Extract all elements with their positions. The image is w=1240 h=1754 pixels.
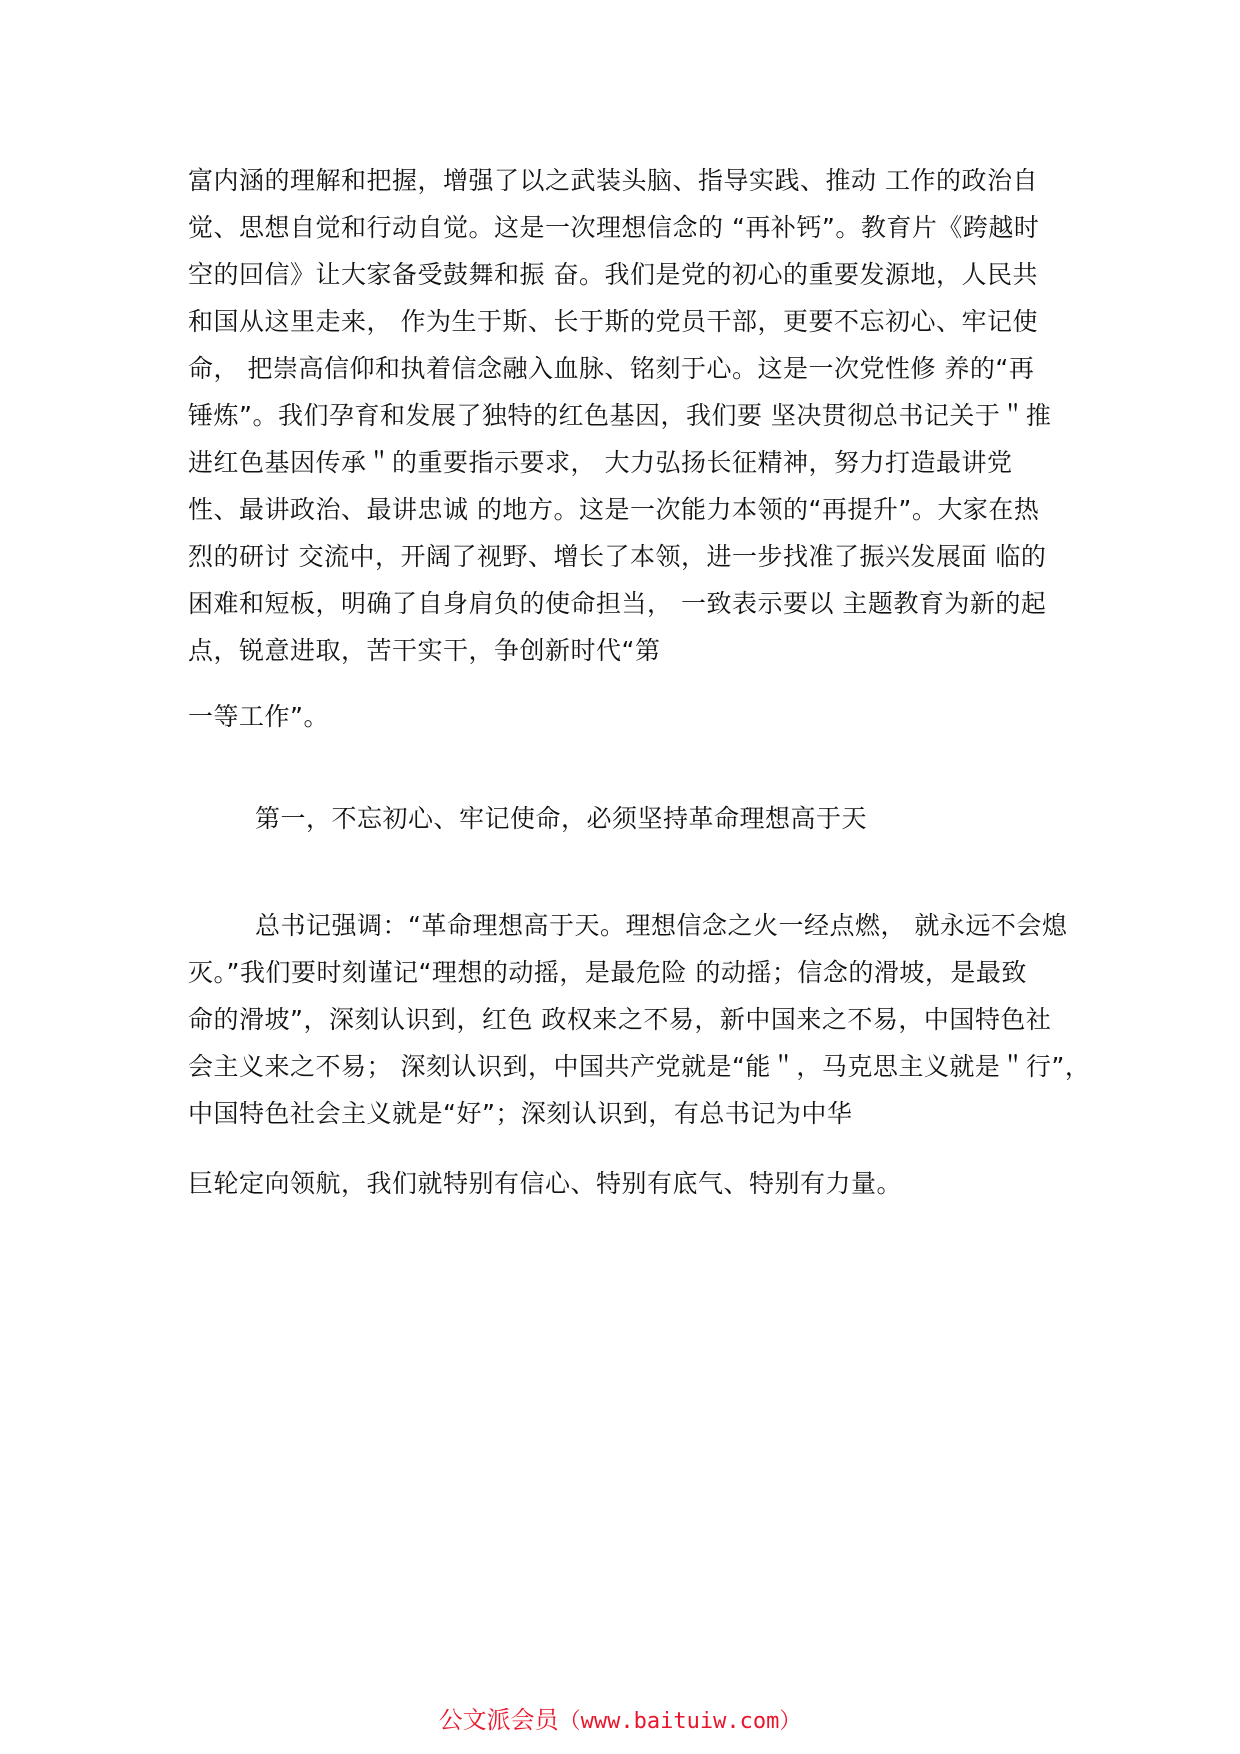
paragraph-line: 困难和短板，明确了自身肩负的使命担当， 一致表示要以 主题教育为新的起 (188, 589, 1047, 618)
paragraph-line: 空的回信》让大家备受鼓舞和振 奋。我们是党的初心的重要发源地，人民共 (188, 260, 1038, 289)
paragraph-1-tail (188, 693, 1068, 740)
paragraph-line: 觉、思想自觉和行动自觉。这是一次理想信念的 “再补钙”。教育片《跨越时 (188, 213, 1040, 242)
footer-url[interactable]: （www.baituiw.com） (558, 1709, 802, 1734)
paragraph-line: 烈的研讨 交流中，开阔了视野、增长了本领，进一步找准了振兴发展面 临的 (188, 542, 1047, 571)
paragraph-2 (188, 902, 1091, 1137)
paragraph-line: 富内涵的理解和把握，增强了以之武装头脑、指导实践、推动 工作的政治自 (188, 166, 1038, 195)
paragraph-line: 点，锐意进取，苦干实干，争创新时代“第 (188, 636, 661, 665)
paragraph-1 (188, 157, 1068, 674)
footer-watermark (0, 1703, 1240, 1739)
heading-text: 第一，不忘初心、牢记使命，必须坚持革命理想高于天 (255, 804, 868, 833)
paragraph-line: 灭。”我们要时刻谨记“理想的动摇，是最危险 的动摇；信念的滑坡，是最致 (188, 958, 1027, 987)
paragraph-line: 进红色基因传承＂的重要指示要求， 大力弘扬长征精神，努力打造最讲党 (188, 448, 1013, 477)
paragraph-2-tail (188, 1160, 1068, 1207)
paragraph-line: 和国从这里走来， 作为生于斯、长于斯的党员干部，更要不忘初心、牢记使 (188, 307, 1038, 336)
paragraph-line: 中国特色社会主义就是“好”；深刻认识到，有总书记为中华 (188, 1099, 853, 1128)
paragraph-line: 总书记强调：“革命理想高于天。理想信念之火一经点燃， 就永远不会熄 (255, 911, 1068, 940)
section-heading (255, 795, 1135, 842)
paragraph-line: 锤炼”。我们孕育和发展了独特的红色基因，我们要 坚决贯彻总书记关于＂推 (188, 401, 1052, 430)
paragraph-line: 一等工作”。 (188, 702, 329, 731)
paragraph-line: 会主义来之不易； 深刻认识到，中国共产党就是“能＂，马克思主义就是＂行”， (188, 1052, 1091, 1081)
paragraph-line: 巨轮定向领航，我们就特别有信心、特别有底气、特别有力量。 (188, 1169, 903, 1198)
paragraph-line: 命的滑坡”，深刻认识到，红色 政权来之不易，新中国来之不易，中国特色社 (188, 1005, 1052, 1034)
footer-brand: 公文派会员 (438, 1706, 559, 1734)
paragraph-line: 性、最讲政治、最讲忠诚 的地方。这是一次能力本领的“再提升”。大家在热 (188, 495, 1040, 524)
paragraph-line: 命， 把崇高信仰和执着信念融入血脉、铭刻于心。这是一次党性修 养的“再 (188, 354, 1035, 383)
